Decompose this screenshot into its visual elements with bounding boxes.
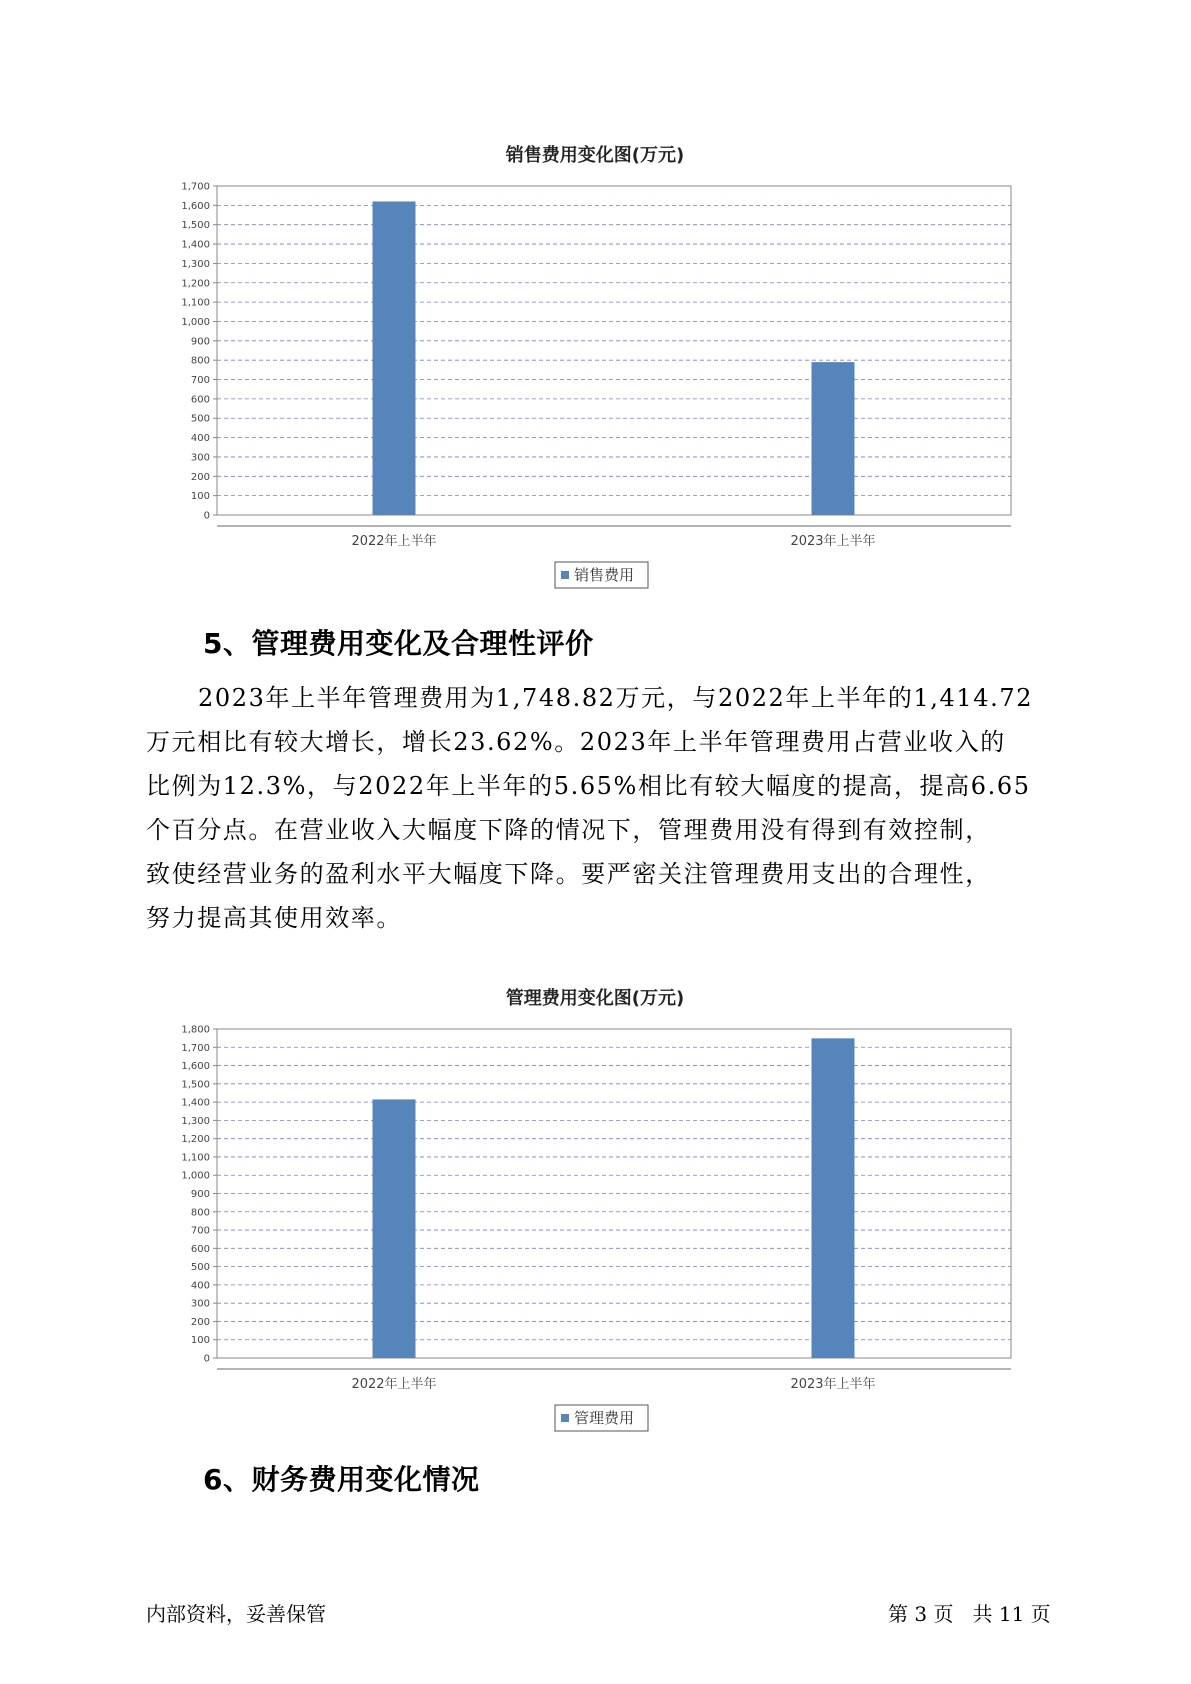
y-tick-label: 800 [190,355,210,367]
y-tick-label: 200 [190,1316,210,1328]
y-tick-label: 900 [190,336,210,348]
y-tick-label: 300 [190,452,210,464]
x-tick-label: 2023年上半年 [790,1377,876,1392]
bar [812,1038,855,1358]
y-tick-label: 1,100 [181,297,210,309]
bar [812,362,855,515]
admin-expense-chart-svg [0,978,1191,1438]
section-6-heading: 6、财务费用变化情况 [203,1463,480,1496]
sales-expense-chart [0,135,1191,595]
y-tick-label: 200 [190,471,210,483]
legend-swatch [561,571,569,579]
bar [373,1099,416,1358]
bar [373,201,416,515]
section-5-heading: 5、管理费用变化及合理性评价 [203,627,594,660]
paragraph-line: 个百分点。在营业收入大幅度下降的情况下，管理费用没有得到有效控制， [146,816,991,844]
y-tick-label: 1,200 [181,278,210,290]
y-tick-label: 1,600 [181,1061,210,1073]
legend-label: 管理费用 [574,1409,635,1427]
paragraph-line: 比例为12.3%，与2022年上半年的5.65%相比有较大幅度的提高，提高6.65 [146,772,1031,800]
section-5-paragraph [146,676,1046,940]
footer-page-number: 第 3 页 共 11 页 [888,1602,1051,1626]
x-tick-label: 2023年上半年 [790,534,876,549]
y-tick-label: 400 [190,433,210,445]
y-tick-label: 1,300 [181,258,210,270]
y-tick-label: 300 [190,1298,210,1310]
y-tick-label: 100 [190,1335,210,1347]
y-tick-label: 700 [190,1225,210,1237]
y-tick-label: 500 [190,413,210,425]
x-tick-label: 2022年上半年 [351,1377,437,1392]
y-tick-label: 1,700 [181,1042,210,1054]
y-tick-label: 1,400 [181,239,210,251]
plot-frame [217,186,1011,515]
y-tick-label: 100 [190,491,210,503]
y-tick-label: 800 [190,1207,210,1219]
y-tick-label: 400 [190,1280,210,1292]
chart-title: 销售费用变化图(万元) [505,145,685,166]
y-tick-label: 600 [190,1243,210,1255]
chart-title: 管理费用变化图(万元) [505,988,685,1009]
y-tick-label: 1,100 [181,1152,210,1164]
y-tick-label: 700 [190,375,210,387]
paragraph-line: 万元相比有较大增长，增长23.62%。2023年上半年管理费用占营业收入的 [146,728,1006,756]
legend [555,1405,648,1431]
y-tick-label: 1,000 [181,1170,210,1182]
legend-label: 销售费用 [574,566,635,584]
footer-left: 内部资料，妥善保管 [146,1602,326,1626]
legend-swatch [561,1414,569,1422]
admin-expense-chart [0,978,1191,1438]
sales-expense-chart-svg [0,135,1191,595]
y-tick-label: 1,600 [181,200,210,212]
y-tick-label: 1,800 [181,1024,210,1036]
y-tick-label: 1,400 [181,1097,210,1109]
paragraph-line: 努力提高其使用效率。 [146,904,402,932]
y-tick-label: 1,200 [181,1134,210,1146]
legend [555,562,648,588]
y-tick-label: 600 [190,394,210,406]
y-tick-label: 1,700 [181,181,210,193]
x-tick-label: 2022年上半年 [351,534,437,549]
y-tick-label: 0 [203,1353,210,1365]
paragraph-line: 致使经营业务的盈利水平大幅度下降。要严密关注管理费用支出的合理性， [146,860,991,888]
y-tick-label: 500 [190,1262,210,1274]
y-tick-label: 1,500 [181,1079,210,1091]
paragraph-line: 2023年上半年管理费用为1,748.82万元，与2022年上半年的1,414.72 [198,684,1034,712]
y-tick-label: 0 [203,510,210,522]
y-tick-label: 1,000 [181,316,210,328]
y-tick-label: 1,500 [181,220,210,232]
y-tick-label: 1,300 [181,1115,210,1127]
y-tick-label: 900 [190,1189,210,1200]
